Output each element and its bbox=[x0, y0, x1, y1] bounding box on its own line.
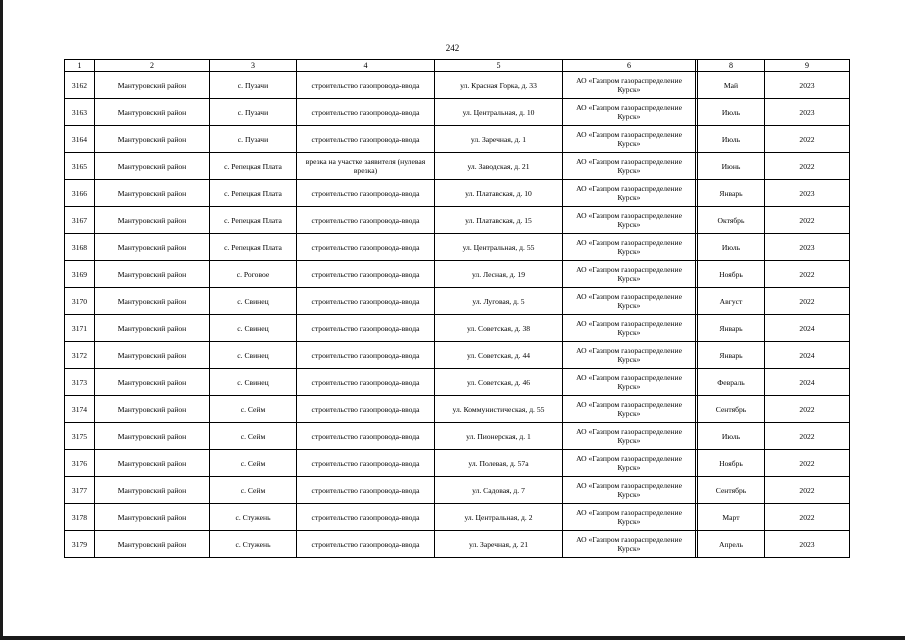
month-cell: Май bbox=[698, 72, 765, 99]
address-cell: ул. Луговая, д. 5 bbox=[435, 288, 563, 315]
month-cell: Март bbox=[698, 504, 765, 531]
organization-cell: АО «Газпром газораспределение Курск» bbox=[563, 207, 696, 234]
district-cell: Мантуровский район bbox=[95, 396, 210, 423]
table-row bbox=[65, 207, 850, 234]
work-type-cell: строительство газопровода-ввода bbox=[297, 234, 435, 261]
address-cell: ул. Коммунистическая, д. 55 bbox=[435, 396, 563, 423]
district-cell: Мантуровский район bbox=[95, 423, 210, 450]
district-cell: Мантуровский район bbox=[95, 180, 210, 207]
district-cell: Мантуровский район bbox=[95, 450, 210, 477]
table-row bbox=[65, 369, 850, 396]
address-cell: ул. Заречная, д. 1 bbox=[435, 126, 563, 153]
year-cell: 2024 bbox=[765, 342, 850, 369]
month-cell: Август bbox=[698, 288, 765, 315]
work-type-cell: строительство газопровода-ввода bbox=[297, 423, 435, 450]
organization-cell: АО «Газпром газораспределение Курск» bbox=[563, 315, 696, 342]
organization-cell: АО «Газпром газораспределение Курск» bbox=[563, 531, 696, 558]
district-cell: Мантуровский район bbox=[95, 369, 210, 396]
year-cell: 2022 bbox=[765, 477, 850, 504]
address-cell: ул. Советская, д. 44 bbox=[435, 342, 563, 369]
year-cell: 2022 bbox=[765, 207, 850, 234]
address-cell: ул. Платавская, д. 10 bbox=[435, 180, 563, 207]
district-cell: Мантуровский район bbox=[95, 153, 210, 180]
district-cell: Мантуровский район bbox=[95, 342, 210, 369]
row-number-cell: 3162 bbox=[65, 72, 95, 99]
district-cell: Мантуровский район bbox=[95, 504, 210, 531]
year-cell: 2022 bbox=[765, 396, 850, 423]
table-row bbox=[65, 504, 850, 531]
settlement-cell: с. Сейм bbox=[210, 423, 297, 450]
table-row bbox=[65, 342, 850, 369]
organization-cell: АО «Газпром газораспределение Курск» bbox=[563, 72, 696, 99]
month-cell: Октябрь bbox=[698, 207, 765, 234]
settlement-cell: с. Пузачи bbox=[210, 126, 297, 153]
month-cell: Январь bbox=[698, 342, 765, 369]
table-row bbox=[65, 450, 850, 477]
month-cell: Апрель bbox=[698, 531, 765, 558]
work-type-cell: врезка на участке заявителя (нулевая врезка) bbox=[297, 153, 435, 180]
year-cell: 2022 bbox=[765, 423, 850, 450]
column-number: 6 bbox=[563, 60, 696, 72]
address-cell: ул. Красная Горка, д. 33 bbox=[435, 72, 563, 99]
row-number-cell: 3168 bbox=[65, 234, 95, 261]
gas-connection-table bbox=[64, 59, 850, 558]
year-cell: 2022 bbox=[765, 504, 850, 531]
year-cell: 2024 bbox=[765, 369, 850, 396]
column-number: 5 bbox=[435, 60, 563, 72]
work-type-cell: строительство газопровода-ввода bbox=[297, 369, 435, 396]
address-cell: ул. Платавская, д. 15 bbox=[435, 207, 563, 234]
row-number-cell: 3173 bbox=[65, 369, 95, 396]
month-cell: Сентябрь bbox=[698, 477, 765, 504]
settlement-cell: с. Пузачи bbox=[210, 72, 297, 99]
organization-cell: АО «Газпром газораспределение Курск» bbox=[563, 153, 696, 180]
address-cell: ул. Советская, д. 38 bbox=[435, 315, 563, 342]
district-cell: Мантуровский район bbox=[95, 207, 210, 234]
row-number-cell: 3175 bbox=[65, 423, 95, 450]
month-cell: Январь bbox=[698, 180, 765, 207]
address-cell: ул. Садовая, д. 7 bbox=[435, 477, 563, 504]
table-row bbox=[65, 180, 850, 207]
table-row bbox=[65, 234, 850, 261]
year-cell: 2023 bbox=[765, 99, 850, 126]
month-cell: Июль bbox=[698, 126, 765, 153]
month-cell: Ноябрь bbox=[698, 450, 765, 477]
organization-cell: АО «Газпром газораспределение Курск» bbox=[563, 477, 696, 504]
month-cell: Январь bbox=[698, 315, 765, 342]
table-row bbox=[65, 531, 850, 558]
column-number: 9 bbox=[765, 60, 850, 72]
year-cell: 2022 bbox=[765, 288, 850, 315]
table-row bbox=[65, 396, 850, 423]
scan-edge-bottom bbox=[0, 636, 905, 640]
organization-cell: АО «Газпром газораспределение Курск» bbox=[563, 99, 696, 126]
column-number: 8 bbox=[698, 60, 765, 72]
column-number-row bbox=[65, 60, 850, 72]
month-cell: Июль bbox=[698, 234, 765, 261]
year-cell: 2023 bbox=[765, 531, 850, 558]
month-cell: Июль bbox=[698, 99, 765, 126]
work-type-cell: строительство газопровода-ввода bbox=[297, 261, 435, 288]
address-cell: ул. Пионерская, д. 1 bbox=[435, 423, 563, 450]
column-number: 3 bbox=[210, 60, 297, 72]
settlement-cell: с. Роговое bbox=[210, 261, 297, 288]
organization-cell: АО «Газпром газораспределение Курск» bbox=[563, 369, 696, 396]
table-row bbox=[65, 72, 850, 99]
address-cell: ул. Лесная, д. 19 bbox=[435, 261, 563, 288]
district-cell: Мантуровский район bbox=[95, 531, 210, 558]
year-cell: 2022 bbox=[765, 126, 850, 153]
row-number-cell: 3179 bbox=[65, 531, 95, 558]
year-cell: 2022 bbox=[765, 261, 850, 288]
row-number-cell: 3177 bbox=[65, 477, 95, 504]
column-number: 4 bbox=[297, 60, 435, 72]
year-cell: 2024 bbox=[765, 315, 850, 342]
settlement-cell: с. Свинец bbox=[210, 342, 297, 369]
organization-cell: АО «Газпром газораспределение Курск» bbox=[563, 126, 696, 153]
row-number-cell: 3169 bbox=[65, 261, 95, 288]
year-cell: 2023 bbox=[765, 180, 850, 207]
settlement-cell: с. Репецкая Плата bbox=[210, 207, 297, 234]
row-number-cell: 3164 bbox=[65, 126, 95, 153]
scan-edge-left bbox=[0, 0, 3, 640]
district-cell: Мантуровский район bbox=[95, 126, 210, 153]
row-number-cell: 3165 bbox=[65, 153, 95, 180]
row-number-cell: 3178 bbox=[65, 504, 95, 531]
work-type-cell: строительство газопровода-ввода bbox=[297, 342, 435, 369]
organization-cell: АО «Газпром газораспределение Курск» bbox=[563, 450, 696, 477]
work-type-cell: строительство газопровода-ввода bbox=[297, 72, 435, 99]
organization-cell: АО «Газпром газораспределение Курск» bbox=[563, 288, 696, 315]
settlement-cell: с. Пузачи bbox=[210, 99, 297, 126]
settlement-cell: с. Сейм bbox=[210, 450, 297, 477]
address-cell: ул. Центральная, д. 2 bbox=[435, 504, 563, 531]
year-cell: 2022 bbox=[765, 450, 850, 477]
address-cell: ул. Центральная, д. 55 bbox=[435, 234, 563, 261]
settlement-cell: с. Репецкая Плата bbox=[210, 234, 297, 261]
work-type-cell: строительство газопровода-ввода bbox=[297, 126, 435, 153]
work-type-cell: строительство газопровода-ввода bbox=[297, 396, 435, 423]
address-cell: ул. Заречная, д. 21 bbox=[435, 531, 563, 558]
settlement-cell: с. Репецкая Плата bbox=[210, 153, 297, 180]
row-number-cell: 3167 bbox=[65, 207, 95, 234]
row-number-cell: 3172 bbox=[65, 342, 95, 369]
month-cell: Февраль bbox=[698, 369, 765, 396]
table-row bbox=[65, 477, 850, 504]
organization-cell: АО «Газпром газораспределение Курск» bbox=[563, 423, 696, 450]
district-cell: Мантуровский район bbox=[95, 99, 210, 126]
work-type-cell: строительство газопровода-ввода bbox=[297, 288, 435, 315]
address-cell: ул. Советская, д. 46 bbox=[435, 369, 563, 396]
settlement-cell: с. Сейм bbox=[210, 477, 297, 504]
organization-cell: АО «Газпром газораспределение Курск» bbox=[563, 504, 696, 531]
row-number-cell: 3171 bbox=[65, 315, 95, 342]
work-type-cell: строительство газопровода-ввода bbox=[297, 477, 435, 504]
settlement-cell: с. Стужень bbox=[210, 504, 297, 531]
month-cell: Ноябрь bbox=[698, 261, 765, 288]
organization-cell: АО «Газпром газораспределение Курск» bbox=[563, 261, 696, 288]
row-number-cell: 3163 bbox=[65, 99, 95, 126]
table-row bbox=[65, 126, 850, 153]
year-cell: 2023 bbox=[765, 72, 850, 99]
settlement-cell: с. Свинец bbox=[210, 315, 297, 342]
organization-cell: АО «Газпром газораспределение Курск» bbox=[563, 234, 696, 261]
table-row bbox=[65, 315, 850, 342]
year-cell: 2023 bbox=[765, 234, 850, 261]
table-row bbox=[65, 153, 850, 180]
month-cell: Сентябрь bbox=[698, 396, 765, 423]
district-cell: Мантуровский район bbox=[95, 477, 210, 504]
year-cell: 2022 bbox=[765, 153, 850, 180]
month-cell: Июль bbox=[698, 423, 765, 450]
table-row bbox=[65, 423, 850, 450]
row-number-cell: 3176 bbox=[65, 450, 95, 477]
settlement-cell: с. Стужень bbox=[210, 531, 297, 558]
row-number-cell: 3166 bbox=[65, 180, 95, 207]
work-type-cell: строительство газопровода-ввода bbox=[297, 207, 435, 234]
organization-cell: АО «Газпром газораспределение Курск» bbox=[563, 180, 696, 207]
settlement-cell: с. Репецкая Плата bbox=[210, 180, 297, 207]
address-cell: ул. Центральная, д. 10 bbox=[435, 99, 563, 126]
row-number-cell: 3174 bbox=[65, 396, 95, 423]
work-type-cell: строительство газопровода-ввода bbox=[297, 99, 435, 126]
address-cell: ул. Полевая, д. 57а bbox=[435, 450, 563, 477]
settlement-cell: с. Свинец bbox=[210, 288, 297, 315]
organization-cell: АО «Газпром газораспределение Курск» bbox=[563, 396, 696, 423]
page-number: 242 bbox=[445, 43, 460, 53]
district-cell: Мантуровский район bbox=[95, 234, 210, 261]
work-type-cell: строительство газопровода-ввода bbox=[297, 315, 435, 342]
table-row bbox=[65, 261, 850, 288]
address-cell: ул. Заводская, д. 21 bbox=[435, 153, 563, 180]
district-cell: Мантуровский район bbox=[95, 315, 210, 342]
settlement-cell: с. Сейм bbox=[210, 396, 297, 423]
district-cell: Мантуровский район bbox=[95, 261, 210, 288]
organization-cell: АО «Газпром газораспределение Курск» bbox=[563, 342, 696, 369]
row-number-cell: 3170 bbox=[65, 288, 95, 315]
column-number: 2 bbox=[95, 60, 210, 72]
settlement-cell: с. Свинец bbox=[210, 369, 297, 396]
column-number: 1 bbox=[65, 60, 95, 72]
work-type-cell: строительство газопровода-ввода bbox=[297, 450, 435, 477]
district-cell: Мантуровский район bbox=[95, 288, 210, 315]
table-row bbox=[65, 99, 850, 126]
work-type-cell: строительство газопровода-ввода bbox=[297, 504, 435, 531]
table-row bbox=[65, 288, 850, 315]
work-type-cell: строительство газопровода-ввода bbox=[297, 180, 435, 207]
work-type-cell: строительство газопровода-ввода bbox=[297, 531, 435, 558]
month-cell: Июнь bbox=[698, 153, 765, 180]
district-cell: Мантуровский район bbox=[95, 72, 210, 99]
